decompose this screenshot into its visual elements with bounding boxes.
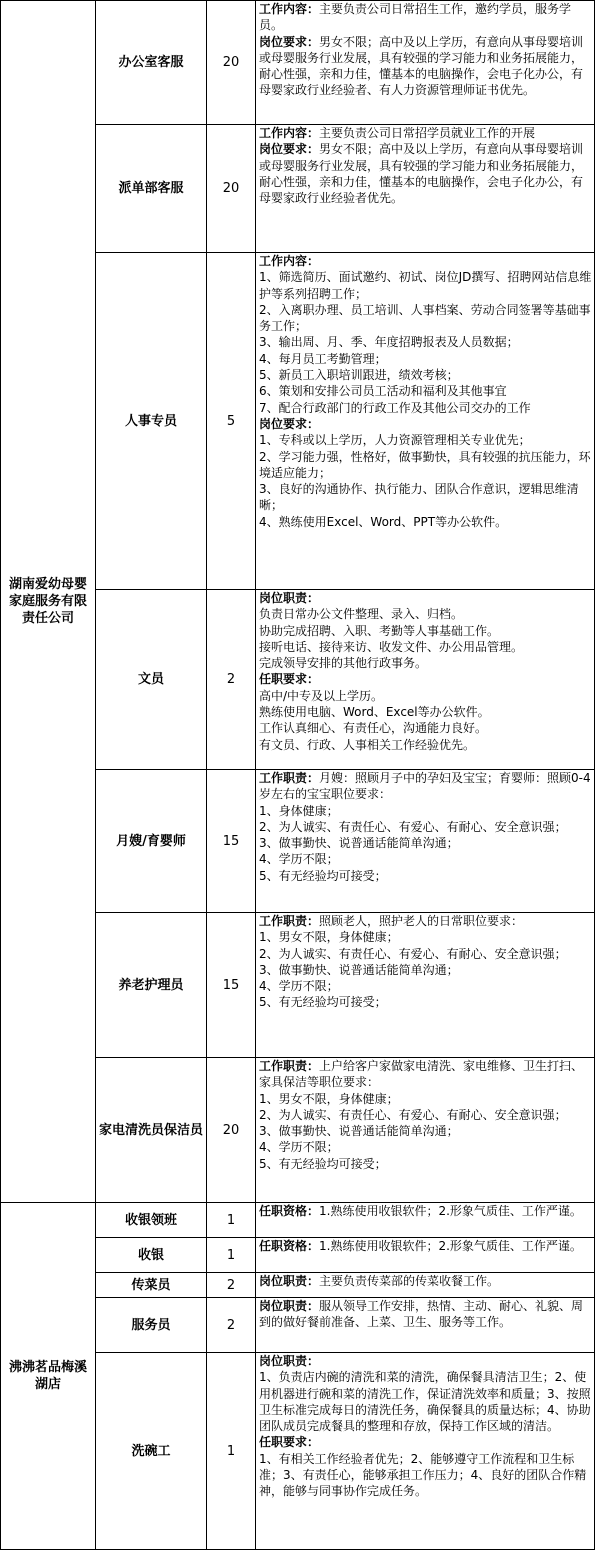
table-row (1, 1203, 595, 1238)
description-line (259, 623, 592, 639)
section-label: 任职资格： (259, 1239, 320, 1253)
section-text: 5、有无经验均可接受； (259, 1156, 387, 1171)
description-line (259, 913, 592, 929)
description-line (259, 946, 592, 962)
section-label: 工作职责： (259, 771, 320, 785)
description-line (259, 962, 592, 978)
description-line (259, 671, 592, 687)
section-text: 4、学历不限； (259, 852, 339, 867)
description-text (259, 1058, 592, 1172)
headcount: 20 (207, 1058, 256, 1203)
job-description (256, 913, 595, 1058)
section-label: 工作职责： (259, 914, 320, 928)
section-label: 岗位职责： (259, 1354, 320, 1368)
job-description (256, 1238, 595, 1273)
job-description (256, 1058, 595, 1203)
description-line (259, 1451, 592, 1500)
description-text (259, 1298, 592, 1331)
description-line (259, 1107, 592, 1123)
description-line (259, 851, 592, 867)
description-line (259, 383, 592, 399)
description-line (259, 868, 592, 884)
description-line (259, 1139, 592, 1155)
section-text: 5、有无经验均可接受； (259, 868, 387, 883)
description-line (259, 1, 592, 34)
section-text: 男女不限；高中及以上学历，有意向从事母婴培训或母婴服务行业发展，具有较强的学习能力和业务拓展能力，耐心性强，亲和力佳，懂基本的电脑操作，会电子化办公，有母婴家政行业经验者、有人力资源管理师证书优先。 (259, 34, 584, 98)
section-label: 工作内容： (259, 2, 320, 16)
description-line (259, 1353, 592, 1369)
position-title: 养老护理员 (96, 913, 207, 1058)
section-text: 1.熟练使用收银软件；2.形象气质佳、工作严谨。 (319, 1204, 582, 1218)
position-title: 月嫂/育婴师 (96, 770, 207, 913)
job-description (256, 1203, 595, 1238)
job-description (256, 770, 595, 913)
headcount: 1 (207, 1238, 256, 1273)
position-title: 传菜员 (96, 1273, 207, 1298)
description-line (259, 704, 592, 720)
section-text: 1、有相关工作经验者优先；2、能够遵守工作流程和卫生标准；3、有责任心，能够承担工作压力；4、良好的团队合作精神，能够与同事协作完成任务。 (259, 1451, 587, 1499)
position-title: 派单部客服 (96, 125, 207, 253)
section-text: 2、入离职办理、员工培训、人事档案、劳动合同签署等基础事务工作； (259, 302, 591, 334)
section-text: 2、为人诚实、有责任心、有爱心、有耐心、安全意识强； (259, 946, 567, 961)
position-title: 人事专员 (96, 253, 207, 590)
section-label: 工作内容： (259, 254, 320, 268)
job-description (256, 1298, 595, 1353)
section-text: 2、为人诚实、有责任心、有爱心、有耐心、安全意识强； (259, 1107, 567, 1122)
section-text: 4、熟练使用Excel、Word、PPT等办公软件。 (259, 514, 508, 529)
description-text (259, 590, 592, 753)
section-label: 岗位职责： (259, 1299, 320, 1313)
section-text: 4、学历不限； (259, 1140, 339, 1155)
headcount: 15 (207, 913, 256, 1058)
description-line (259, 1434, 592, 1450)
description-line (259, 688, 592, 704)
section-label: 任职要求： (259, 1435, 320, 1450)
section-text: 4、每月员工考勤管理； (259, 351, 387, 366)
headcount: 20 (207, 125, 256, 253)
description-line (259, 449, 592, 482)
description-line (259, 1238, 592, 1254)
section-text: 高中/中专及以上学历。 (259, 688, 384, 703)
section-text: 工作认真细心、有责任心，沟通能力良好。 (259, 721, 488, 736)
description-line (259, 351, 592, 367)
description-line (259, 1058, 592, 1091)
job-description (256, 1, 595, 125)
section-text: 1、筛选简历、面试邀约、初试、岗位JD撰写、招聘网站信息维护等系列招聘工作； (259, 270, 592, 301)
description-line (259, 835, 592, 851)
description-line (259, 481, 592, 514)
section-text: 照顾老人，照护老人的日常职位要求： (319, 914, 524, 928)
description-line (259, 737, 592, 753)
description-text (259, 913, 592, 1011)
position-title: 办公室客服 (96, 1, 207, 125)
section-label: 岗位要求： (259, 142, 320, 157)
section-text: 2、学习能力强，性格好，做事勤快，具有较强的抗压能力，环境适应能力； (259, 449, 591, 480)
job-description (256, 253, 595, 590)
section-text: 2、为人诚实、有责任心、有爱心、有耐心、安全意识强； (259, 819, 567, 834)
position-title: 洗碗工 (96, 1353, 207, 1550)
section-text: 7、配合行政部门的行政工作及其他公司交办的工作 (259, 400, 531, 415)
section-text: 协助完成招聘、入职、考勤等人事基础工作。 (259, 623, 500, 638)
headcount: 2 (207, 1273, 256, 1298)
description-line (259, 929, 592, 945)
section-text: 3、良好的沟通协作、执行能力、团队合作意识，逻辑思维清晰； (259, 482, 579, 513)
description-line (259, 400, 592, 416)
description-line (259, 770, 592, 803)
description-line (259, 1091, 592, 1107)
section-text: 1、专科或以上学历，人力资源管理相关专业优先； (259, 433, 531, 448)
company-name-cell: 湖南爱幼母婴家庭服务有限责任公司 (1, 1, 96, 1203)
description-line (259, 1203, 592, 1219)
section-text: 有文员、行政、人事相关工作经验优先。 (259, 737, 476, 752)
description-text (259, 1, 592, 99)
position-title: 服务员 (96, 1298, 207, 1353)
section-label: 岗位职责： (259, 591, 320, 605)
description-line (259, 334, 592, 350)
description-line (259, 803, 592, 819)
section-label: 岗位要求： (259, 416, 320, 431)
description-line (259, 1369, 592, 1434)
headcount: 20 (207, 1, 256, 125)
description-line (259, 416, 592, 432)
description-line (259, 141, 592, 206)
description-line (259, 367, 592, 383)
position-title: 收银 (96, 1238, 207, 1273)
description-line (259, 34, 592, 99)
section-text: 3、做事勤快、说普通话能简单沟通； (259, 962, 459, 977)
section-text: 5、新员工入职培训跟进，绩效考核； (259, 368, 459, 383)
headcount: 2 (207, 1298, 256, 1353)
section-label: 工作职责： (259, 1059, 320, 1073)
headcount: 1 (207, 1203, 256, 1238)
description-line (259, 994, 592, 1010)
description-line (259, 1156, 592, 1172)
description-text (259, 1353, 592, 1500)
section-text: 1、负责店内碗的清洗和菜的清洗，确保餐具清洁卫生；2、使用机器进行碗和菜的清洗工作，保证清洗效率和质量；3、按照卫生标准完成每日的清洗任务，确保餐具的质量达标；4、协助团队成员完成餐具的整理和存放，保持工作区域的清洁。 (259, 1370, 591, 1434)
description-text (259, 1273, 592, 1289)
company-name-cell: 沸沸茗品梅溪湖店 (1, 1203, 96, 1550)
section-text: 负责日常办公文件整理、录入、归档。 (259, 607, 464, 622)
job-description (256, 125, 595, 253)
section-text: 主要负责传菜部的传菜收餐工作。 (319, 1274, 500, 1288)
section-text: 1、男女不限，身体健康； (259, 1091, 399, 1106)
description-line (259, 978, 592, 994)
description-line (259, 720, 592, 736)
section-text: 主要负责公司日常招学员就业工作的开展 (319, 126, 536, 140)
description-line (259, 606, 592, 622)
description-line (259, 655, 592, 671)
description-line (259, 269, 592, 302)
section-text: 1.熟练使用收银软件；2.形象气质佳、工作严谨。 (319, 1239, 582, 1253)
description-line (259, 253, 592, 269)
description-line (259, 125, 592, 141)
headcount: 2 (207, 590, 256, 770)
description-line (259, 302, 592, 335)
section-label: 任职资格： (259, 1204, 320, 1218)
headcount: 1 (207, 1353, 256, 1550)
description-text (259, 770, 592, 884)
section-text: 主要负责公司日常招生工作，邀约学员，服务学员。 (259, 2, 572, 33)
headcount: 15 (207, 770, 256, 913)
section-label: 岗位职责： (259, 1274, 320, 1288)
description-text (259, 1203, 592, 1219)
section-label: 岗位要求： (259, 34, 320, 49)
section-text: 服从领导工作安排，热情、主动、耐心、礼貌、周到的做好餐前准备、上菜、卫生、服务等工作。 (259, 1299, 584, 1330)
description-line (259, 639, 592, 655)
position-title: 家电清洗员保洁员 (96, 1058, 207, 1203)
section-text: 5、有无经验均可接受； (259, 995, 387, 1010)
position-title: 收银领班 (96, 1203, 207, 1238)
section-text: 4、学历不限； (259, 979, 339, 994)
position-title: 文员 (96, 590, 207, 770)
table-row (1, 1, 595, 125)
section-text: 3、做事勤快、说普通话能简单沟通； (259, 1124, 459, 1139)
description-line (259, 1123, 592, 1139)
description-text (259, 1238, 592, 1254)
section-text: 男女不限；高中及以上学历，有意向从事母婴培训或母婴服务行业发展，具有较强的学习能力和业务拓展能力，耐心性强，亲和力佳，懂基本的电脑操作，会电子化办公，有母婴家政行业经验者优先。 (259, 142, 584, 206)
description-text (259, 125, 592, 206)
section-label: 任职要求： (259, 672, 320, 687)
description-line (259, 819, 592, 835)
description-line (259, 1273, 592, 1289)
description-line (259, 514, 592, 530)
section-label: 工作内容： (259, 126, 320, 140)
section-text: 完成领导安排的其他行政事务。 (259, 656, 428, 671)
description-line (259, 1298, 592, 1331)
job-description (256, 1353, 595, 1550)
section-text: 上户给客户家做家电清洗、家电维修、卫生打扫、家具保洁等职位要求： (259, 1059, 584, 1090)
job-description (256, 1273, 595, 1298)
description-line (259, 590, 592, 606)
section-text: 3、做事勤快、说普通话能简单沟通； (259, 836, 459, 851)
section-text: 熟练使用电脑、Word、Excel等办公软件。 (259, 705, 490, 720)
description-line (259, 432, 592, 448)
section-text: 3、输出周、月、季、年度招聘报表及人员数据； (259, 335, 519, 350)
description-text (259, 253, 592, 530)
headcount: 5 (207, 253, 256, 590)
section-text: 6、策划和安排公司员工活动和福利及其他事宜 (259, 384, 507, 399)
section-text: 1、男女不限，身体健康； (259, 930, 399, 945)
section-text: 月嫂：照顾月子中的孕妇及宝宝；育婴师：照顾0-4岁左右的宝宝职位要求： (259, 771, 591, 802)
section-text: 接听电话、接待来访、收发文件、办公用品管理。 (259, 639, 524, 654)
section-text: 1、身体健康； (259, 803, 339, 818)
job-description (256, 590, 595, 770)
